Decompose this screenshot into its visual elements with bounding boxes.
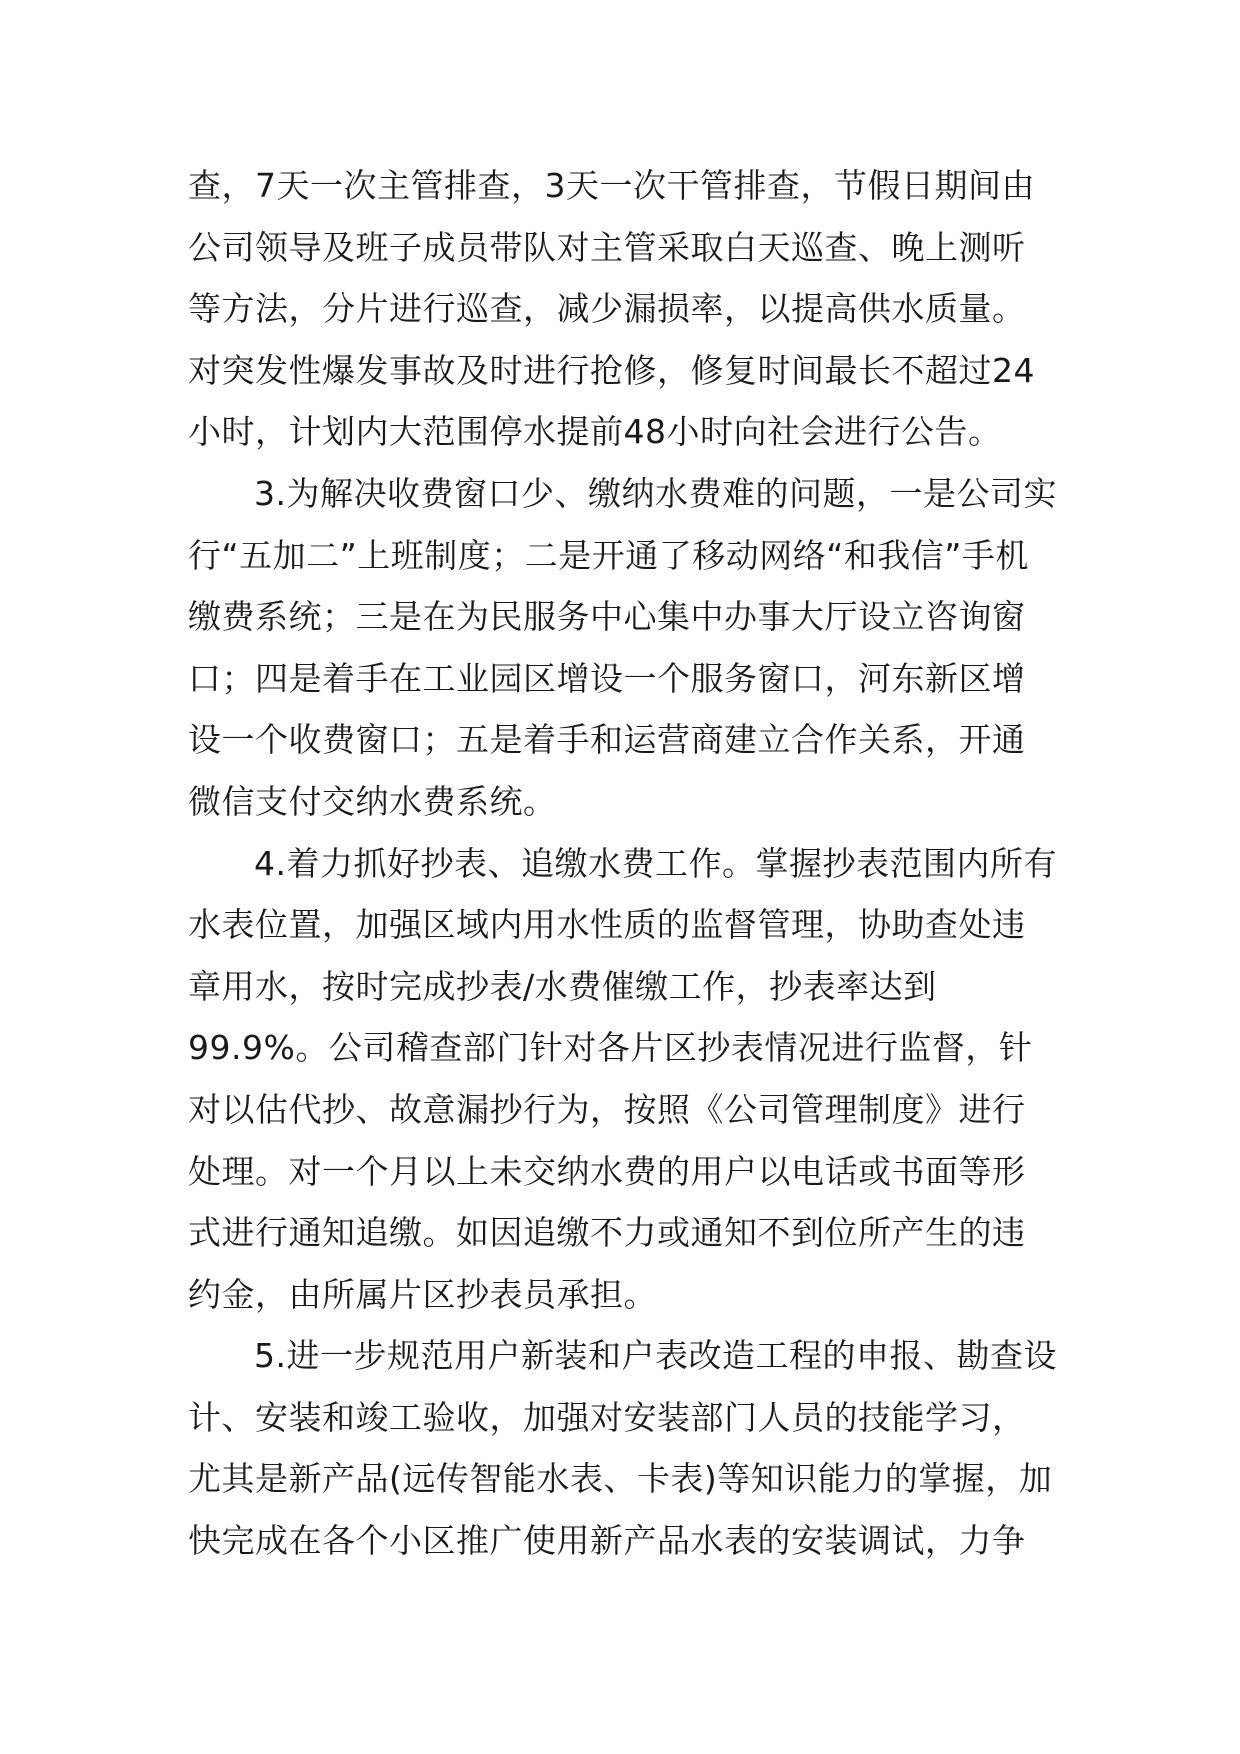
text-line: 尤其是新产品(远传智能水表、卡表)等知识能力的掌握，加 <box>188 1459 1053 1499</box>
text-line: 约金，由所属片区抄表员承担。 <box>188 1274 657 1314</box>
text-line: 对突发性爆发事故及时进行抢修，修复时间最长不超过24 <box>188 350 1035 390</box>
text-line: 公司领导及班子成员带队对主管采取白天巡查、晚上测听 <box>188 227 1026 267</box>
text-line: 口；四是着手在工业园区增设一个服务窗口，河东新区增 <box>188 658 1026 698</box>
text-line: 快完成在各个小区推广使用新产品水表的安装调试，力争 <box>188 1521 1026 1561</box>
text-line: 等方法，分片进行巡查，减少漏损率，以提高供水质量。 <box>188 289 1026 329</box>
body-text <box>188 155 1068 1572</box>
text-line: 式进行通知追缴。如因追缴不力或通知不到位所产生的违 <box>188 1213 1026 1253</box>
text-line: 缴费系统；三是在为民服务中心集中办事大厅设立咨询窗 <box>188 597 1026 637</box>
paragraph-4-start: 4.着力抓好抄表、追缴水费工作。掌握抄表范围内所有 <box>254 843 1057 883</box>
text-line: 对以估代抄、故意漏抄行为，按照《公司管理制度》进行 <box>188 1089 1026 1129</box>
text-line: 微信支付交纳水费系统。 <box>188 781 557 821</box>
paragraph-3-start: 3.为解决收费窗口少、缴纳水费难的问题，一是公司实 <box>254 473 1057 513</box>
text-line: 计、安装和竣工验收，加强对安装部门人员的技能学习， <box>188 1397 1026 1437</box>
text-line: 处理。对一个月以上未交纳水费的用户以电话或书面等形 <box>188 1151 1026 1191</box>
text-line: 行“五加二”上班制度；二是开通了移动网络“和我信”手机 <box>188 535 1029 575</box>
text-line: 99.9%。公司稽查部门针对各片区抄表情况进行监督，针 <box>188 1028 1033 1068</box>
text-line: 小时，计划内大范围停水提前48小时向社会进行公告。 <box>188 412 1002 452</box>
text-line: 设一个收费窗口；五是着手和运营商建立合作关系，开通 <box>188 720 1026 760</box>
paragraph-5-start: 5.进一步规范用户新装和户表改造工程的申报、勘查设 <box>254 1336 1057 1376</box>
text-line: 章用水，按时完成抄表/水费催缴工作，抄表率达到 <box>188 966 937 1006</box>
text-line: 水表位置，加强区域内用水性质的监督管理，协助查处违 <box>188 905 1026 945</box>
text-line: 查，7天一次主管排查，3天一次干管排查，节假日期间由 <box>188 166 1035 205</box>
